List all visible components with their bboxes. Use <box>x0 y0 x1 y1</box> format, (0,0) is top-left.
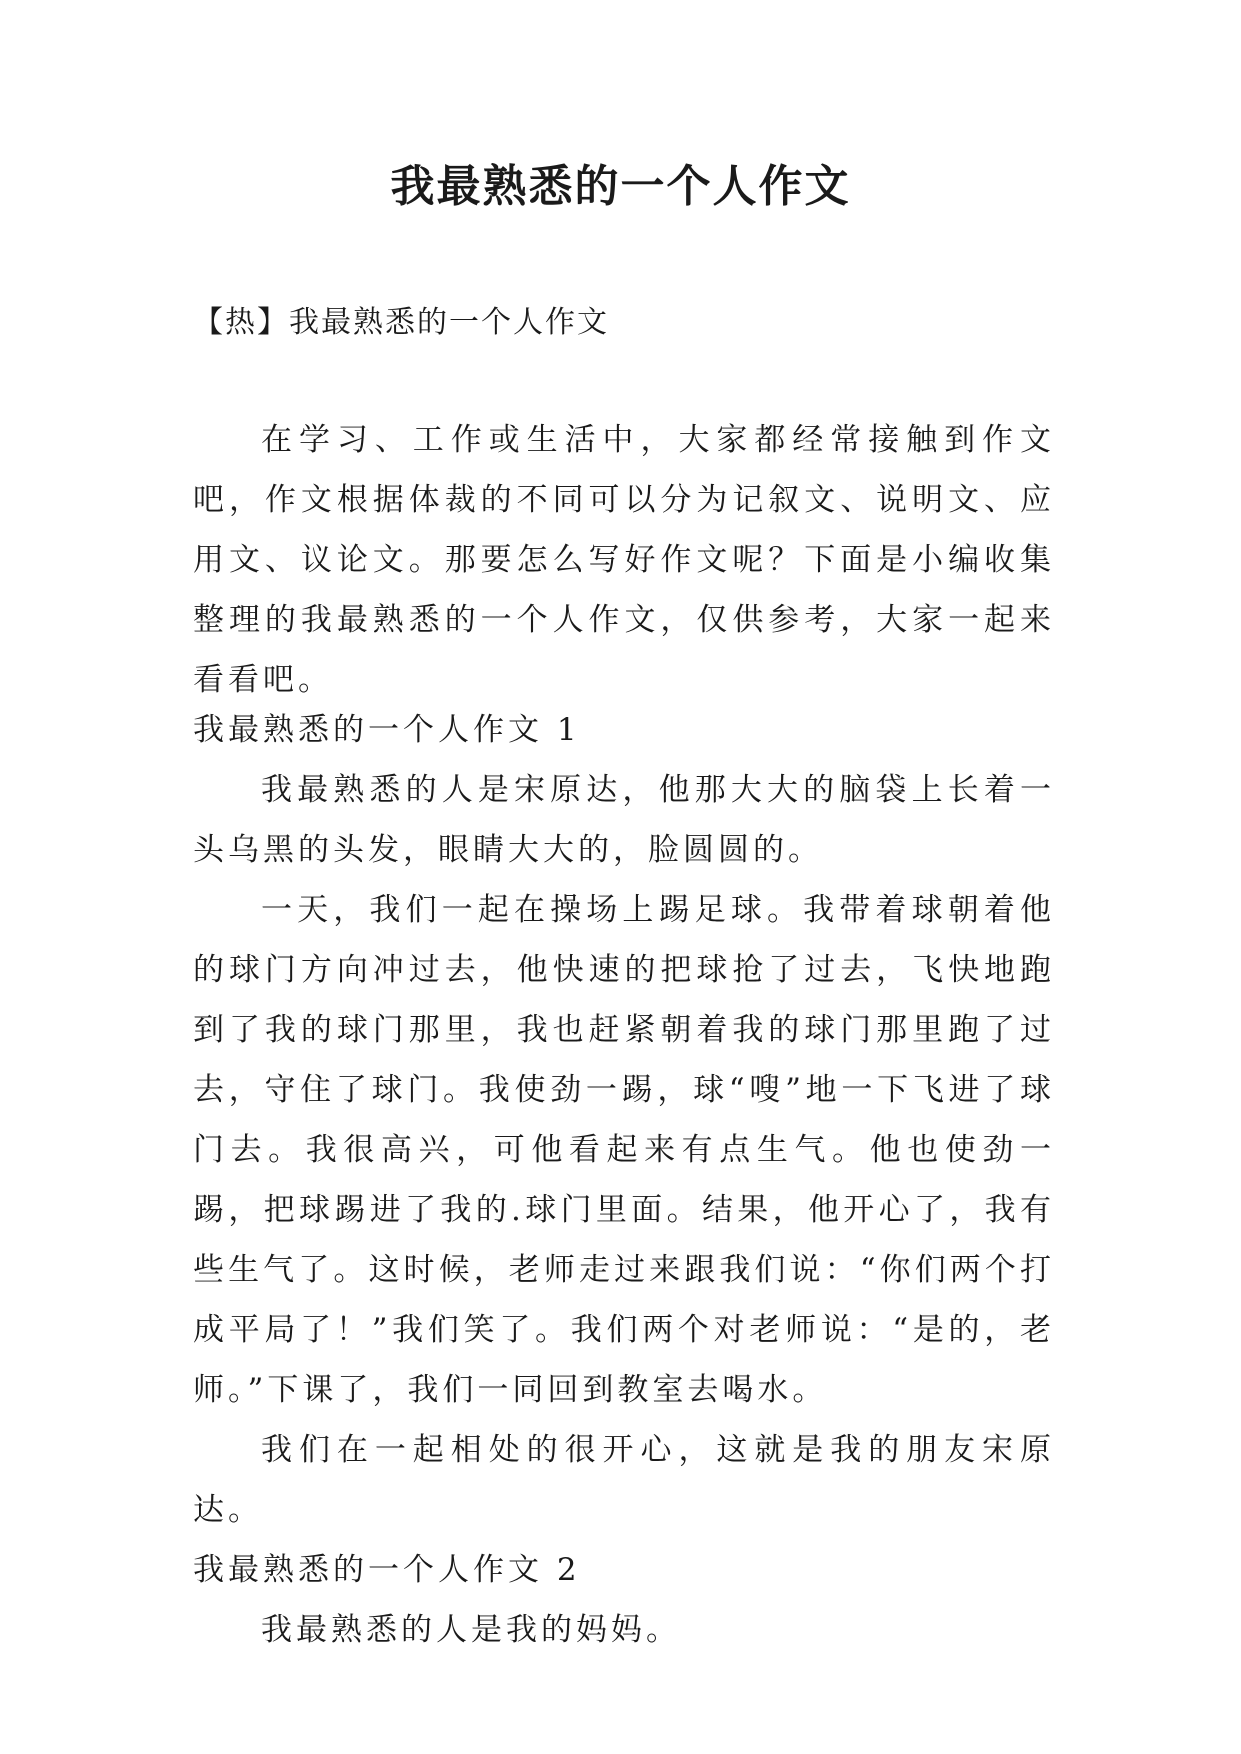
essay-1-paragraph: 我最熟悉的人是宋原达，他那大大的脑袋上长着一头乌黑的头发，眼睛大大的，脸圆圆的。 <box>193 772 1055 868</box>
article-subtitle: 【热】我最熟悉的一个人作文 <box>193 305 609 340</box>
intro-section <box>193 410 1055 710</box>
essay-1-heading: 我最熟悉的一个人作文 1 <box>193 712 581 748</box>
essay-1-paragraph: 一天，我们一起在操场上踢足球。我带着球朝着他的球门方向冲过去，他快速的把球抢了过去，飞快地跑到了我的球门那里，我也赶紧朝着我的球门那里跑了过去，守住了球门。我使劲一踢，球“嗖”地一下飞进了球门去。我很高兴，可他看起来有点生气。他也使劲一踢，把球踢进了我的.球门里面。结果，他开心了，我有些生气了。这时候，老师走过来跟我们说：“你们两个打成平局了！”我们笑了。我们两个对老师说：“是的，老师。”下课了，我们一同回到教室去喝水。 <box>193 892 1055 1408</box>
essays-section <box>193 700 1055 1660</box>
intro-paragraph: 在学习、工作或生活中，大家都经常接触到作文吧，作文根据体裁的不同可以分为记叙文、说明文、应用文、议论文。那要怎么写好作文呢？下面是小编收集整理的我最熟悉的一个人作文，仅供参考，大家一起来看看吧。 <box>193 422 1055 698</box>
essay-1-paragraph: 我们在一起相处的很开心，这就是我的朋友宋原达。 <box>193 1432 1055 1528</box>
essay-2-paragraph: 我最熟悉的人是我的妈妈。 <box>261 1612 681 1648</box>
page-title: 我最熟悉的一个人作文 <box>390 161 851 212</box>
essay-2-heading: 我最熟悉的一个人作文 2 <box>193 1552 581 1588</box>
